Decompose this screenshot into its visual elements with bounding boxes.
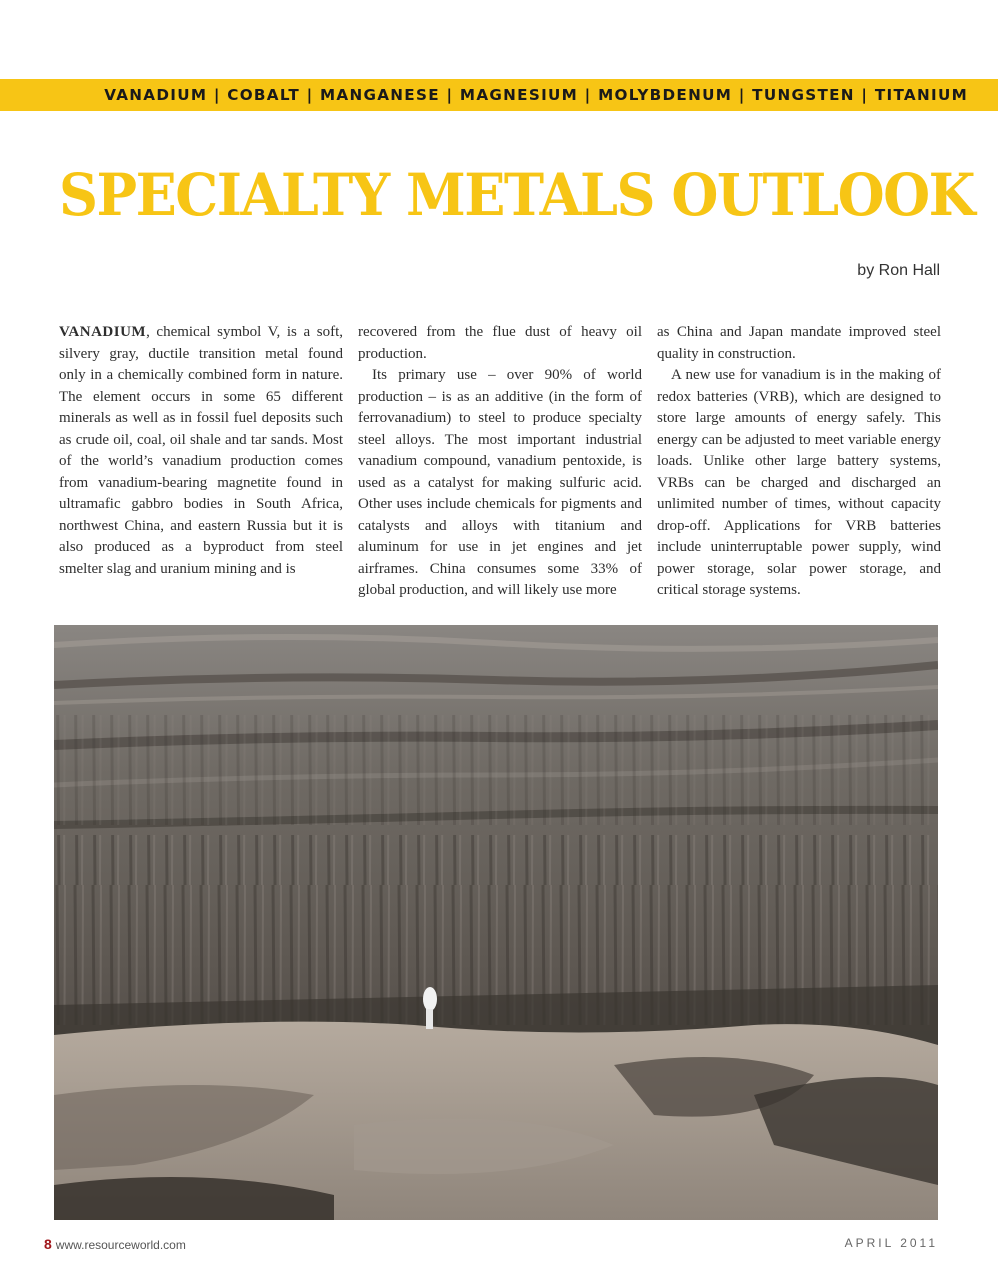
paragraph: [59, 322, 343, 580]
header-banner: [0, 79, 998, 111]
eroded-cliff-illustration: [54, 625, 938, 1220]
paragraph: recovered from the flue dust of heavy oil production.: [358, 324, 642, 362]
lead-word: VANADIUM: [59, 324, 147, 340]
text-column-2: [358, 322, 642, 602]
website-link[interactable]: www.resourceworld.com: [55, 1238, 186, 1252]
paragraph: Its primary use – over 90% of world production – is as an additive (in the form of ferrovanadium) to steel to produce specialty steel alloys. The most important industrial vanadium compound, vanadium pentoxide, is used as a catalyst for making sulfuric acid. Other uses include chemicals for pigments and catalysts and alloys with titanium and aluminum for use in jet engines and jet airframes. China consumes some 33% of global production, and will likely use more: [358, 367, 642, 598]
text-column-3: [657, 322, 941, 602]
paragraph-text: , chemical symbol V, is a soft, silvery gray, ductile transition metal found only in a chemically combined form in nature. The element occurs in some 65 different minerals as well as in fossil fuel deposits such as crude oil, coal, oil shale and tar sands. Most of the world’s vanadium production comes from vanadium-bearing magnetite found in ultramafic gabbro bodies in South Africa, northwest China, and eastern Russia but it is also produced as a byproduct from steel smelter slag and uranium mining and is: [59, 324, 343, 577]
paragraph: as China and Japan mandate improved steel quality in construction.: [657, 324, 941, 362]
paragraph: A new use for vanadium is in the making of redox batteries (VRB), which are designed to store large amounts of energy safely. This energy can be adjusted to meet variable energy loads. Unlike other large battery systems, VRBs can be charged and discharged an unlimited number of times, without capacity drop-off. Applications for VRB batteries include uninterruptable power supply, wind power storage, solar power storage, and critical storage systems.: [657, 367, 941, 598]
article-title: SPECIALTY METALS OUTLOOK: [59, 160, 975, 230]
issue-date: APRIL 2011: [844, 1236, 938, 1250]
text-column-1: [59, 322, 343, 580]
byline: by Ron Hall: [857, 262, 940, 279]
footer-left: [44, 1236, 186, 1252]
person-figure: [423, 987, 437, 1011]
cliff-photo: [54, 625, 938, 1220]
page-number: 8: [44, 1236, 52, 1252]
metals-list: VANADIUM | COBALT | MANGANESE | MAGNESIUM | MOLYBDENUM | TUNGSTEN | TITANIUM: [104, 86, 968, 104]
